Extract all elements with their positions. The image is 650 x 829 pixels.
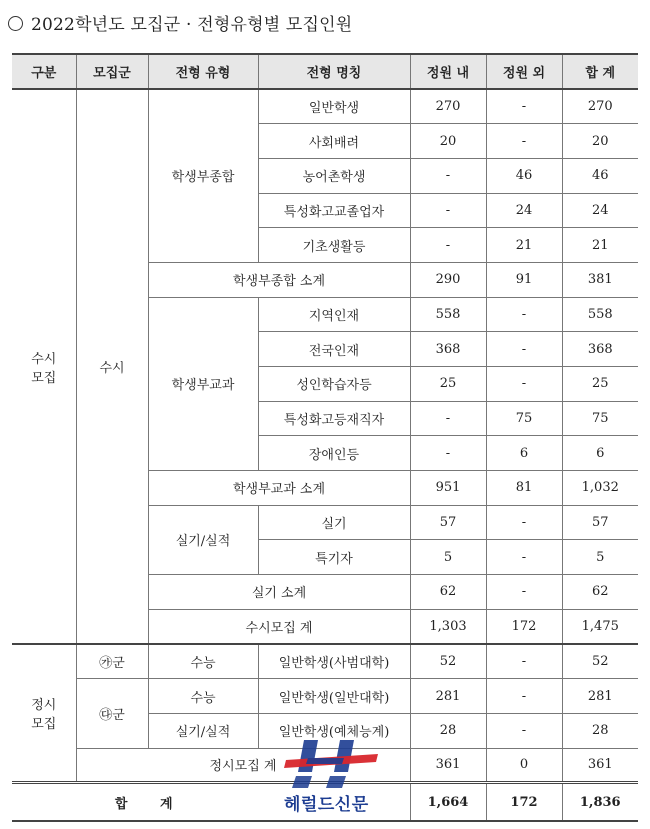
subtotal-total: 62	[562, 575, 638, 610]
header-total: 합 계	[562, 54, 638, 89]
table-row	[12, 679, 638, 714]
row-out: -	[486, 644, 562, 679]
page-title: 2022학년도 모집군 · 전형유형별 모집인원	[8, 10, 352, 35]
row-name: 사회배려	[258, 124, 410, 159]
row-name: 특성화고등재직자	[258, 401, 410, 436]
type-silgi: 실기/실적	[148, 505, 258, 574]
row-type: 수능	[148, 644, 258, 679]
table-row	[12, 644, 638, 679]
row-name: 장애인등	[258, 436, 410, 471]
row-out: 24	[486, 193, 562, 228]
category-susi: 수시 모집	[12, 89, 76, 644]
susi-total-out: 172	[486, 609, 562, 644]
row-type: 수능	[148, 679, 258, 714]
row-in: -	[410, 436, 486, 471]
grand-total-in: 1,664	[410, 783, 486, 822]
group-susi: 수시	[76, 89, 148, 644]
jeongsi-total-total: 361	[562, 748, 638, 783]
row-out: -	[486, 540, 562, 575]
subtotal-silgi-label: 실기 소계	[148, 575, 410, 610]
newspaper-watermark-text: 헤럴드신문	[284, 795, 369, 815]
row-total: 6	[562, 436, 638, 471]
subtotal-in: 290	[410, 262, 486, 297]
row-total: 57	[562, 505, 638, 540]
row-in: 57	[410, 505, 486, 540]
row-total: 21	[562, 228, 638, 263]
row-in: -	[410, 401, 486, 436]
row-total: 52	[562, 644, 638, 679]
type-jonghap: 학생부종합	[148, 89, 258, 262]
group-da: ㉰군	[76, 679, 148, 748]
row-in: 558	[410, 297, 486, 332]
row-out: 21	[486, 228, 562, 263]
row-total: 270	[562, 89, 638, 124]
jeongsi-total-row	[12, 748, 638, 783]
subtotal-in: 62	[410, 575, 486, 610]
header-category: 구분	[12, 54, 76, 89]
row-name: 일반학생(일반대학)	[258, 679, 410, 714]
susi-total-label: 수시모집 계	[148, 609, 410, 644]
subtotal-jonghap-label: 학생부종합 소계	[148, 262, 410, 297]
row-in: -	[410, 193, 486, 228]
row-total: 368	[562, 332, 638, 367]
row-name: 성인학습자등	[258, 367, 410, 402]
subtotal-out: 91	[486, 262, 562, 297]
row-out: -	[486, 679, 562, 714]
row-in: 281	[410, 679, 486, 714]
row-in: 368	[410, 332, 486, 367]
row-name: 기초생활등	[258, 228, 410, 263]
row-total: 46	[562, 158, 638, 193]
row-name: 특성화고교졸업자	[258, 193, 410, 228]
subtotal-total: 1,032	[562, 471, 638, 506]
row-in: 28	[410, 713, 486, 748]
header-group: 모집군	[76, 54, 148, 89]
header-out: 정원 외	[486, 54, 562, 89]
row-total: 25	[562, 367, 638, 402]
row-out: 46	[486, 158, 562, 193]
row-type: 실기/실적	[148, 713, 258, 748]
jeongsi-total-label: 정시모집 계	[76, 748, 410, 783]
grand-total-total: 1,836	[562, 783, 638, 822]
row-in: 270	[410, 89, 486, 124]
row-name: 전국인재	[258, 332, 410, 367]
row-name: 지역인재	[258, 297, 410, 332]
row-out: -	[486, 713, 562, 748]
row-out: -	[486, 505, 562, 540]
subtotal-out: 81	[486, 471, 562, 506]
jeongsi-total-in: 361	[410, 748, 486, 783]
jeongsi-total-out: 0	[486, 748, 562, 783]
header-in: 정원 내	[410, 54, 486, 89]
row-out: 75	[486, 401, 562, 436]
row-total: 5	[562, 540, 638, 575]
row-in: -	[410, 158, 486, 193]
admission-table	[12, 53, 638, 822]
row-name: 특기자	[258, 540, 410, 575]
row-out: -	[486, 297, 562, 332]
grand-total-label: 합 계	[12, 783, 410, 822]
row-out: -	[486, 367, 562, 402]
row-name: 일반학생(예체능계)	[258, 713, 410, 748]
row-total: 558	[562, 297, 638, 332]
table-row	[12, 89, 638, 124]
row-in: 20	[410, 124, 486, 159]
subtotal-in: 951	[410, 471, 486, 506]
row-total: 28	[562, 713, 638, 748]
grand-total-out: 172	[486, 783, 562, 822]
row-name: 실기	[258, 505, 410, 540]
row-in: -	[410, 228, 486, 263]
row-total: 281	[562, 679, 638, 714]
subtotal-out: -	[486, 575, 562, 610]
row-in: 25	[410, 367, 486, 402]
row-in: 5	[410, 540, 486, 575]
row-total: 75	[562, 401, 638, 436]
header-type: 전형 유형	[148, 54, 258, 89]
row-out: -	[486, 89, 562, 124]
row-name: 농어촌학생	[258, 158, 410, 193]
row-total: 20	[562, 124, 638, 159]
row-total: 24	[562, 193, 638, 228]
group-ga: ㉮군	[76, 644, 148, 679]
row-out: -	[486, 332, 562, 367]
category-jeongsi: 정시 모집	[12, 644, 76, 783]
table-header-row	[12, 54, 638, 89]
row-name: 일반학생	[258, 89, 410, 124]
susi-total-total: 1,475	[562, 609, 638, 644]
subtotal-total: 381	[562, 262, 638, 297]
susi-total-in: 1,303	[410, 609, 486, 644]
row-in: 52	[410, 644, 486, 679]
row-name: 일반학생(사범대학)	[258, 644, 410, 679]
row-out: -	[486, 124, 562, 159]
type-gyogwa: 학생부교과	[148, 297, 258, 470]
circle-bullet-icon	[8, 16, 23, 31]
subtotal-gyogwa-label: 학생부교과 소계	[148, 471, 410, 506]
row-out: 6	[486, 436, 562, 471]
header-name: 전형 명칭	[258, 54, 410, 89]
